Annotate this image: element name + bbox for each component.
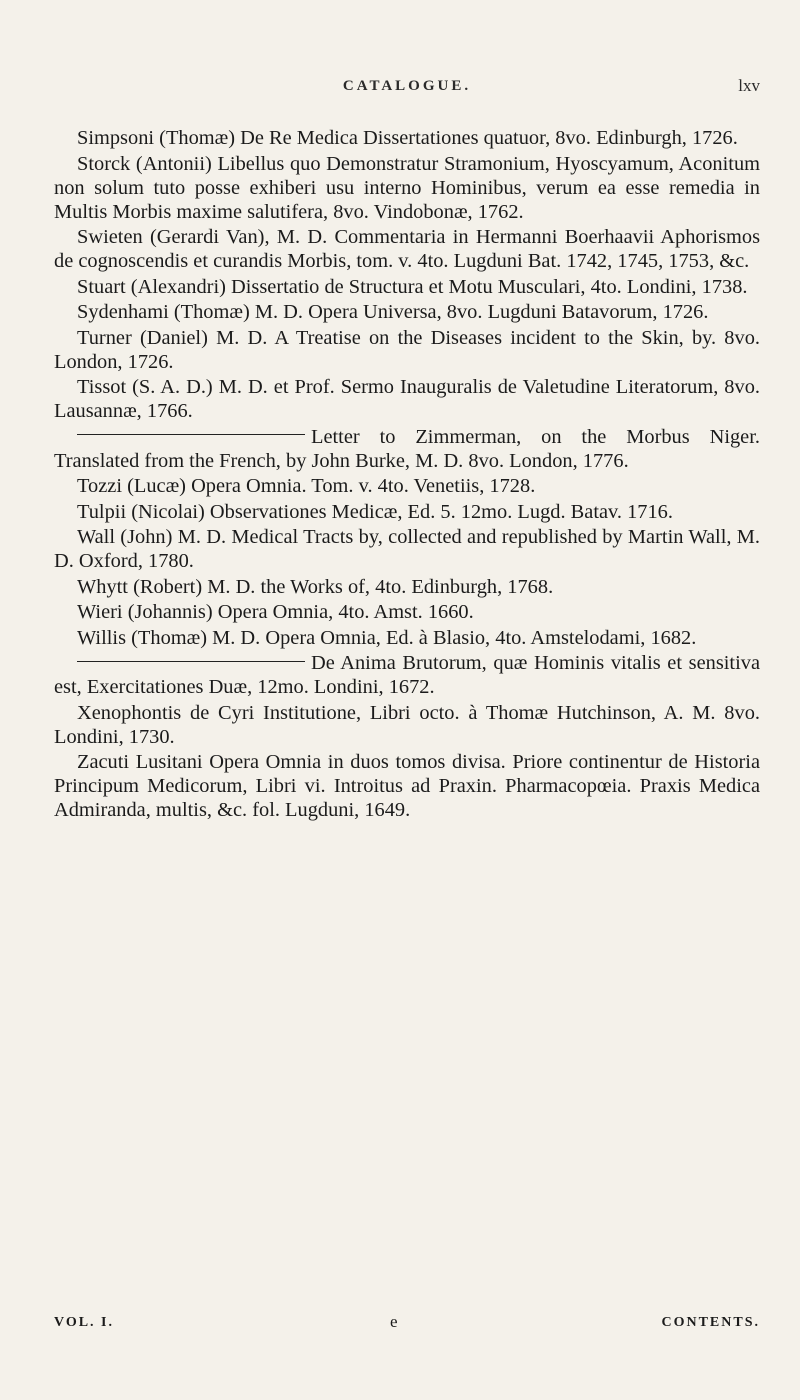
entry-text: Simpsoni (Thomæ) De Re Medica Dissertationes quatuor, 8vo. Edinburgh, 1726.	[77, 127, 738, 149]
entry-text: Tozzi (Lucæ) Opera Omnia. Tom. v. 4to. Venetiis, 1728.	[77, 475, 536, 497]
entry-text: Swieten (Gerardi Van), M. D. Commentaria in Hermanni Boerhaavii Aphorismos de cognoscendis et curandis Morbis, tom. v. 4to. Lugduni Bat. 1742, 1745, 1753, &c.	[54, 226, 760, 272]
page-title: CATALOGUE.	[342, 78, 472, 94]
catalogue-entry	[54, 500, 760, 524]
catalogue-entry	[54, 474, 760, 498]
entry-text: Letter to Zimmerman, on the Morbus Niger. Translated from the French, by John Burke, M. D. 8vo. London, 1776.	[54, 425, 760, 472]
catalogue-entry	[54, 600, 760, 624]
entry-text: Sydenhami (Thomæ) M. D. Opera Universa, 8vo. Lugduni Batavorum, 1726.	[77, 301, 709, 323]
catalogue-entry	[54, 626, 760, 650]
page-footer	[54, 1312, 760, 1343]
entry-text: Turner (Daniel) M. D. A Treatise on the Diseases incident to the Skin, by. 8vo. London, 1726.	[54, 326, 760, 373]
catalogue-page	[54, 0, 760, 1400]
running-head	[54, 78, 760, 104]
entry-text: Wieri (Johannis) Opera Omnia, 4to. Amst. 1660.	[77, 601, 474, 623]
catalogue-entry	[54, 525, 760, 573]
entry-text: Tulpii (Nicolai) Observationes Medicæ, Ed. 5. 12mo. Lugd. Batav. 1716.	[77, 500, 673, 523]
entry-text: Willis (Thomæ) M. D. Opera Omnia, Ed. à Blasio, 4to. Amstelodami, 1682.	[77, 626, 697, 649]
catalogue-entry	[54, 300, 760, 324]
volume-mark: VOL. I.	[54, 1315, 115, 1330]
catalogue-entry	[54, 275, 760, 299]
catalogue-entry	[54, 651, 760, 699]
ditto-rule	[77, 661, 305, 662]
catalogue-entry	[54, 425, 760, 473]
entry-text: Whytt (Robert) M. D. the Works of, 4to. Edinburgh, 1768.	[77, 575, 554, 598]
ditto-rule	[77, 434, 305, 435]
catalogue-entries	[54, 126, 760, 824]
catalogue-entry	[54, 225, 760, 273]
entry-text: Tissot (S. A. D.) M. D. et Prof. Sermo Inauguralis de Valetudine Literatorum, 8vo. Lausannæ, 1766.	[54, 376, 760, 422]
catalogue-entry	[54, 750, 760, 822]
entry-text: Xenophontis de Cyri Institutione, Libri octo. à Thomæ Hutchinson, A. M. 8vo. Londini, 1730.	[54, 701, 760, 748]
catalogue-entry	[54, 701, 760, 749]
signature-mark: e	[390, 1312, 398, 1331]
entry-text: De Anima Brutorum, quæ Hominis vitalis et sensitiva est, Exercitationes Duæ, 12mo. Londini, 1672.	[54, 652, 760, 698]
page-number: lxv	[738, 76, 760, 95]
catalogue-entry	[54, 326, 760, 374]
entry-text: Wall (John) M. D. Medical Tracts by, collected and republished by Martin Wall, M. D. Oxford, 1780.	[54, 526, 760, 572]
entry-text: Zacuti Lusitani Opera Omnia in duos tomos divisa. Priore continentur de Historia Principum Medicorum, Libri vi. Introitus ad Praxin. Pharmacopœia. Praxis Medica Admiranda, multis, &c. fol. Lugduni, 1649.	[54, 751, 760, 821]
catalogue-entry	[54, 575, 760, 599]
entry-text: Storck (Antonii) Libellus quo Demonstratur Stramonium, Hyoscyamum, Aconitum non solum tuto posse exhiberi usu interno Hominibus, verum ea esse remedia in Multis Morbis maxime salutifera, 8vo. Vindobonæ, 1762.	[54, 152, 760, 223]
catchword: CONTENTS.	[661, 1315, 760, 1330]
catalogue-entry	[54, 152, 760, 224]
entry-text: Stuart (Alexandri) Dissertatio de Structura et Motu Musculari, 4to. Londini, 1738.	[77, 275, 748, 298]
catalogue-entry	[54, 375, 760, 423]
catalogue-entry	[54, 126, 760, 150]
